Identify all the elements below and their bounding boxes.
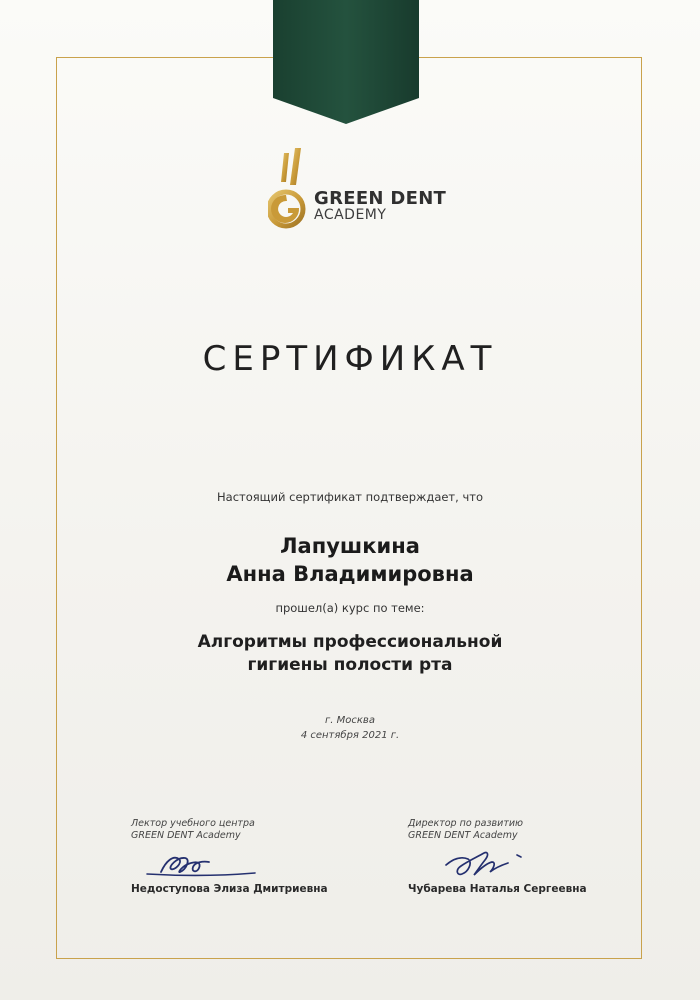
confirmation-text: Настоящий сертификат подтверждает, что xyxy=(217,490,483,504)
logo-text xyxy=(314,190,446,222)
handwritten-signature xyxy=(131,845,271,883)
green-ribbon-icon xyxy=(273,0,419,124)
certificate-title: СЕРТИФИКАТ xyxy=(202,339,498,379)
course-title xyxy=(0,631,700,678)
place-and-date xyxy=(0,714,700,743)
city: г. Москва xyxy=(325,715,375,726)
green-dent-logo-icon xyxy=(268,148,310,232)
signer-role: Директор по развитию xyxy=(408,818,524,829)
logo-line-2: ACADEMY xyxy=(314,207,387,223)
handwritten-signature xyxy=(408,845,548,883)
course-title-line-1: Алгоритмы профессиональной xyxy=(197,632,503,652)
signer-name: Недоступова Элиза Дмитриевна xyxy=(131,882,328,895)
recipient-given-names: Анна Владимировна xyxy=(226,562,474,587)
course-title-line-2: гигиены полости рта xyxy=(247,655,453,676)
logo xyxy=(0,148,700,238)
signature-block-director xyxy=(408,818,628,895)
logo-line-1: GREEN DENT xyxy=(314,188,447,209)
passed-course-text: прошел(а) курс по теме: xyxy=(275,601,425,615)
signature-block-lecturer xyxy=(131,818,351,895)
recipient-surname: Лапушкина xyxy=(280,534,420,558)
signer-role: Лектор учебного центра xyxy=(131,818,255,829)
recipient-name xyxy=(0,532,700,589)
signer-organization: GREEN DENT Academy xyxy=(131,829,241,841)
signer-organization: GREEN DENT Academy xyxy=(408,829,518,841)
issue-date: 4 сентября 2021 г. xyxy=(300,729,400,741)
signer-name: Чубарева Наталья Сергеевна xyxy=(408,882,587,895)
